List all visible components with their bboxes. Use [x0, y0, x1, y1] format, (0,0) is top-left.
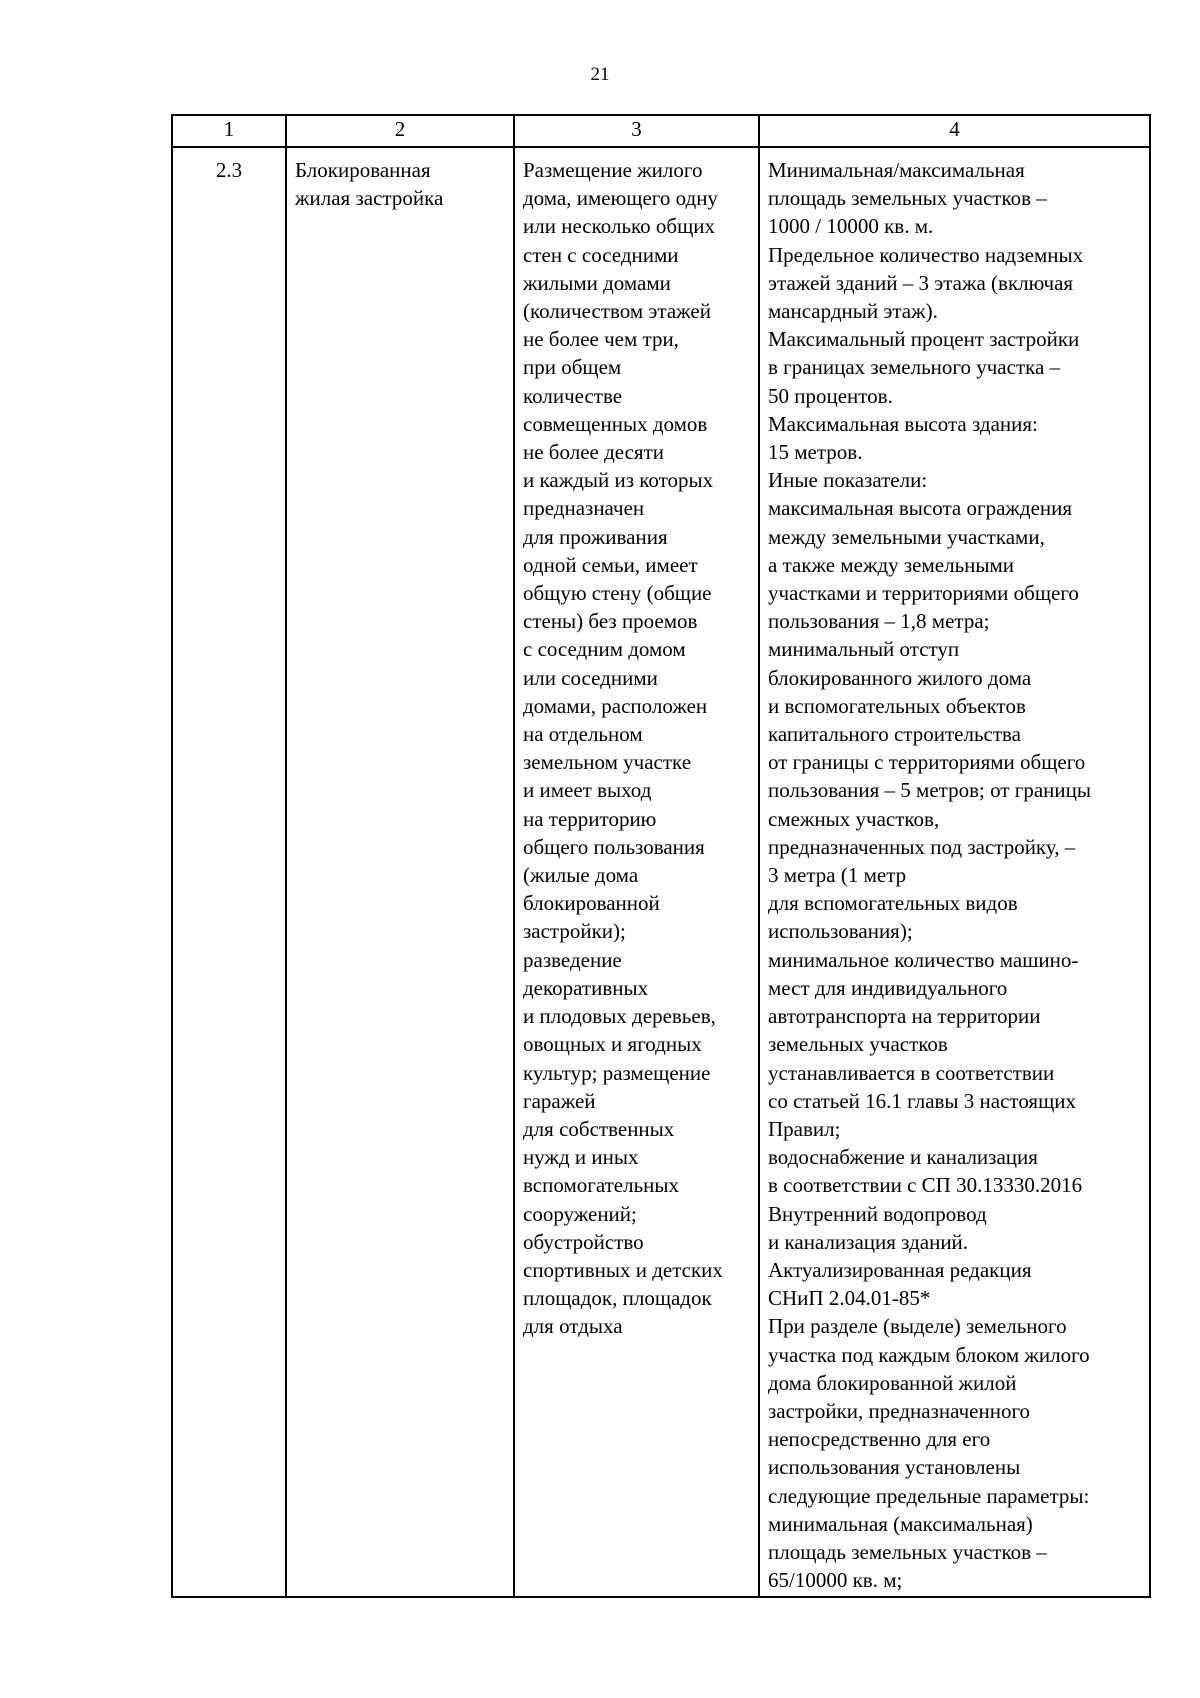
parameter-line: смежных участков, [768, 806, 940, 831]
description-line: с соседним домом [523, 637, 686, 662]
parameter-line: блокированного жилого дома [768, 665, 1032, 690]
parameter-line: водоснабжение и канализация [768, 1145, 1038, 1170]
parameter-line: в границах земельного участка – [768, 355, 1061, 380]
zoning-table [171, 114, 1151, 1598]
description-line: земельном участке [523, 750, 692, 775]
parameter-line: 15 метров. [768, 440, 863, 465]
parameter-line: этажей зданий – 3 этажа (включая [768, 270, 1074, 295]
parameter-line: При разделе (выделе) земельного [768, 1314, 1067, 1339]
parameter-line: максимальная высота ограждения [768, 496, 1073, 521]
description-line: совмещенных домов [523, 411, 708, 436]
description-line: для собственных [523, 1116, 675, 1141]
parameter-line: площадь земельных участков – [768, 1539, 1047, 1564]
description-line: обустройство [523, 1229, 644, 1254]
parameter-line: а также между земельными [768, 552, 1015, 577]
description-line: стены) без проемов [523, 609, 698, 634]
description-line: и плодовых деревьев, [523, 1004, 716, 1029]
parameter-line: в соответствии с СП 30.13330.2016 [768, 1173, 1083, 1198]
page-number: 21 [590, 64, 610, 85]
description-line: дома, имеющего одну [523, 186, 718, 211]
use-description-cell [514, 147, 759, 1597]
description-line: на территорию [523, 806, 657, 831]
description-line: гаражей [523, 1088, 596, 1113]
parameter-line: использования установлены [768, 1455, 1021, 1480]
parameters-text [768, 156, 1143, 1594]
description-line: декоративных [523, 975, 649, 1000]
description-line: спортивных и детских [523, 1257, 723, 1282]
use-description [523, 156, 752, 1341]
parameter-line: устанавливается в соответствии [768, 1060, 1055, 1085]
parameter-line: пользования – 5 метров; от границы [768, 778, 1091, 803]
parameter-line: площадь земельных участков – [768, 186, 1047, 211]
parameter-line: капитального строительства [768, 722, 1021, 747]
use-name-line: жилая застройка [295, 186, 444, 211]
description-line: общую стену (общие [523, 581, 712, 606]
description-line: (жилые дома [523, 863, 639, 888]
description-line: сооружений; [523, 1201, 637, 1226]
parameter-line: СНиП 2.04.01-85* [768, 1286, 931, 1311]
use-name [295, 156, 507, 212]
description-line: и каждый из которых [523, 468, 714, 493]
parameter-line: 1000 / 10000 кв. м. [768, 214, 934, 239]
description-line: площадок, площадок [523, 1286, 712, 1311]
use-code-cell [172, 147, 286, 1597]
description-line: культур; размещение [523, 1060, 711, 1085]
description-line: для отдыха [523, 1314, 623, 1339]
parameter-line: пользования – 1,8 метра; [768, 609, 990, 634]
description-line: или несколько общих [523, 214, 716, 239]
parameter-line: следующие предельные параметры: [768, 1483, 1090, 1508]
description-line: предназначен [523, 496, 645, 521]
description-line: жилыми домами [523, 270, 671, 295]
description-line: на отдельном [523, 722, 643, 747]
parameter-line: 3 метра (1 метр [768, 863, 907, 888]
parameter-line: и вспомогательных объектов [768, 693, 1026, 718]
parameter-line: Минимальная/максимальная [768, 158, 1025, 182]
description-line: вспомогательных [523, 1173, 680, 1198]
parameter-line: мансардный этаж). [768, 299, 938, 324]
parameter-line: минимальный отступ [768, 637, 960, 662]
description-line: для проживания [523, 524, 668, 549]
parameter-line: участка под каждым блоком жилого [768, 1342, 1090, 1367]
table-row [172, 147, 1150, 1597]
parameter-line: использования); [768, 919, 913, 944]
parameters-cell [759, 147, 1150, 1597]
description-line: и имеет выход [523, 778, 652, 803]
description-line: при общем [523, 355, 622, 380]
parameter-line: мест для индивидуального [768, 975, 1008, 1000]
description-line: нужд и иных [523, 1145, 639, 1170]
parameter-line: от границы с территориями общего [768, 750, 1086, 775]
description-line: застройки); [523, 919, 626, 944]
description-line: стен с соседними [523, 242, 679, 267]
parameter-line: дома блокированной жилой [768, 1370, 1017, 1395]
description-line: не более десяти [523, 440, 665, 465]
parameter-line: 50 процентов. [768, 383, 893, 408]
description-line: овощных и ягодных [523, 1032, 702, 1057]
description-line: общего пользования [523, 834, 705, 859]
description-line: одной семьи, имеет [523, 552, 698, 577]
description-line: домами, расположен [523, 693, 708, 718]
parameter-line: минимальное количество машино- [768, 947, 1079, 972]
parameter-line: для вспомогательных видов [768, 891, 1018, 916]
parameter-line: и канализация зданий. [768, 1229, 969, 1254]
parameter-line: между земельными участками, [768, 524, 1045, 549]
parameter-line: Актуализированная редакция [768, 1257, 1032, 1282]
parameter-line: Максимальная высота здания: [768, 411, 1038, 436]
parameter-line: Максимальный процент застройки [768, 327, 1080, 352]
parameter-line: автотранспорта на территории [768, 1004, 1041, 1029]
parameter-line: участками и территориями общего [768, 581, 1079, 606]
description-line: количестве [523, 383, 623, 408]
parameter-line: 65/10000 кв. м; [768, 1568, 903, 1593]
table-header-row [172, 115, 1150, 147]
parameter-line: Внутренний водопровод [768, 1201, 987, 1226]
column-header-4: 4 [759, 115, 1150, 147]
parameter-line: застройки, предназначенного [768, 1398, 1031, 1423]
parameter-line: земельных участков [768, 1032, 948, 1057]
description-line: (количеством этажей [523, 299, 711, 324]
parameter-line: непосредственно для его [768, 1427, 991, 1452]
parameter-line: Правил; [768, 1116, 841, 1141]
description-line: Размещение жилого [523, 158, 703, 182]
column-header-3: 3 [514, 115, 759, 147]
use-name-cell [286, 147, 514, 1597]
description-line: или соседними [523, 665, 658, 690]
description-line: блокированной [523, 891, 660, 916]
parameter-line: предназначенных под застройку, – [768, 834, 1076, 859]
description-line: разведение [523, 947, 622, 972]
column-header-2: 2 [286, 115, 514, 147]
parameter-line: со статьей 16.1 главы 3 настоящих [768, 1088, 1076, 1113]
parameter-line: Предельное количество надземных [768, 242, 1084, 267]
description-line: не более чем три, [523, 327, 679, 352]
parameter-line: минимальная (максимальная) [768, 1511, 1033, 1536]
use-name-line: Блокированная [295, 158, 431, 182]
parameter-line: Иные показатели: [768, 468, 928, 493]
column-header-1: 1 [172, 115, 286, 147]
use-code: 2.3 [215, 158, 243, 182]
